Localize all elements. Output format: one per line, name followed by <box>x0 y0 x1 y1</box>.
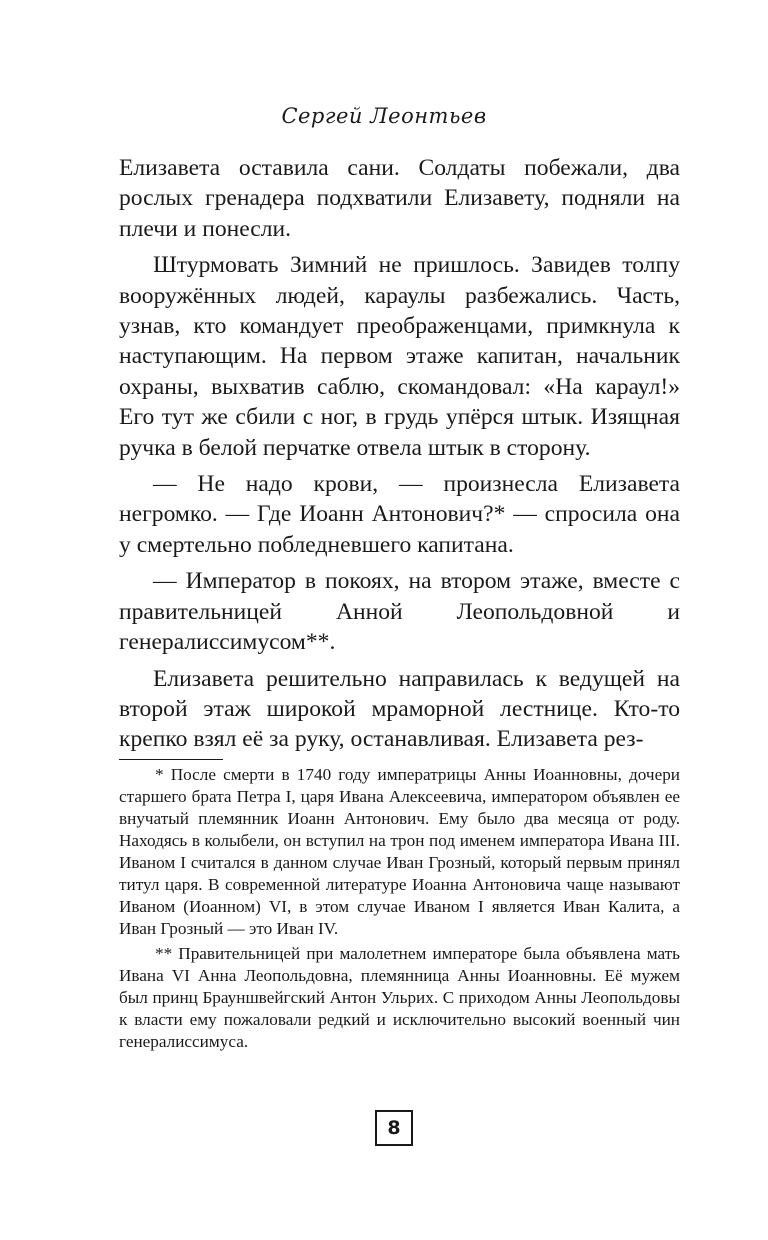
footnote-rule <box>119 759 223 760</box>
main-text <box>119 153 680 761</box>
paragraph: Штурмовать Зимний не пришлось. Завидев толпу вооружённых людей, караулы разбежались. Часть, узнав, кто командует преображенцами, примкнула к наступающим. На первом этаже капитан, начальник охраны, выхватив саблю, скомандовал: «На караул!» Его тут же сбили с ног, в грудь упёрся штык. Изящная ручка в белой перчатке отвела штык в сторону. <box>119 252 680 461</box>
footnotes <box>119 764 680 1056</box>
footnote: * После смерти в 1740 году императрицы Анны Иоанновны, дочери старшего брата Петра I, царя Ивана Алексеевича, императором объявлен ее внучатый племянник Иоанн Антонович. Ему было два месяца от роду. Находясь в колыбели, он вступил на трон под именем императора Ивана III. Иваном I считался в данном случае Иван Грозный, который первым принял титул царя. В современной литературе Иоанна Антоновича чаще называют Иваном (Иоанном) VI, в этом случае Иваном I является Иван Калита, а Иван Грозный — это Иван IV. <box>119 765 680 938</box>
paragraph: — Не надо крови, — произнесла Елизавета негромко. — Где Иоанн Антонович?* — спросила она у смертельно побледневшего капитана. <box>119 471 680 558</box>
paragraph: Елизавета оставила сани. Солдаты побежали, два рослых гренадера подхватили Елизавету, подняли на плечи и понесли. <box>119 155 680 242</box>
running-head: Сергей Леонтьев <box>281 104 487 128</box>
paragraph: Елизавета решительно направилась к ведущей на второй этаж широкой мраморной лестнице. Кто-то крепко взял её за руку, останавливая. Елизавета рез- <box>119 665 680 753</box>
footnote: ** Правительницей при малолетнем императоре была объявлена мать Ивана VI Анна Леопольдовна, племянница Анны Иоанновны. Её мужем был принц Брауншвейгский Антон Ульрих. С приходом Анны Леопольдовы к власти ему пожаловали редкий и исключительно высокий военный чин генералиссимуса. <box>119 944 680 1051</box>
page-number: 8 <box>375 1110 413 1146</box>
paragraph: — Император в покоях, на втором этаже, вместе с правительницей Анной Леопольдовной и генералиссимусом**. <box>119 568 680 656</box>
